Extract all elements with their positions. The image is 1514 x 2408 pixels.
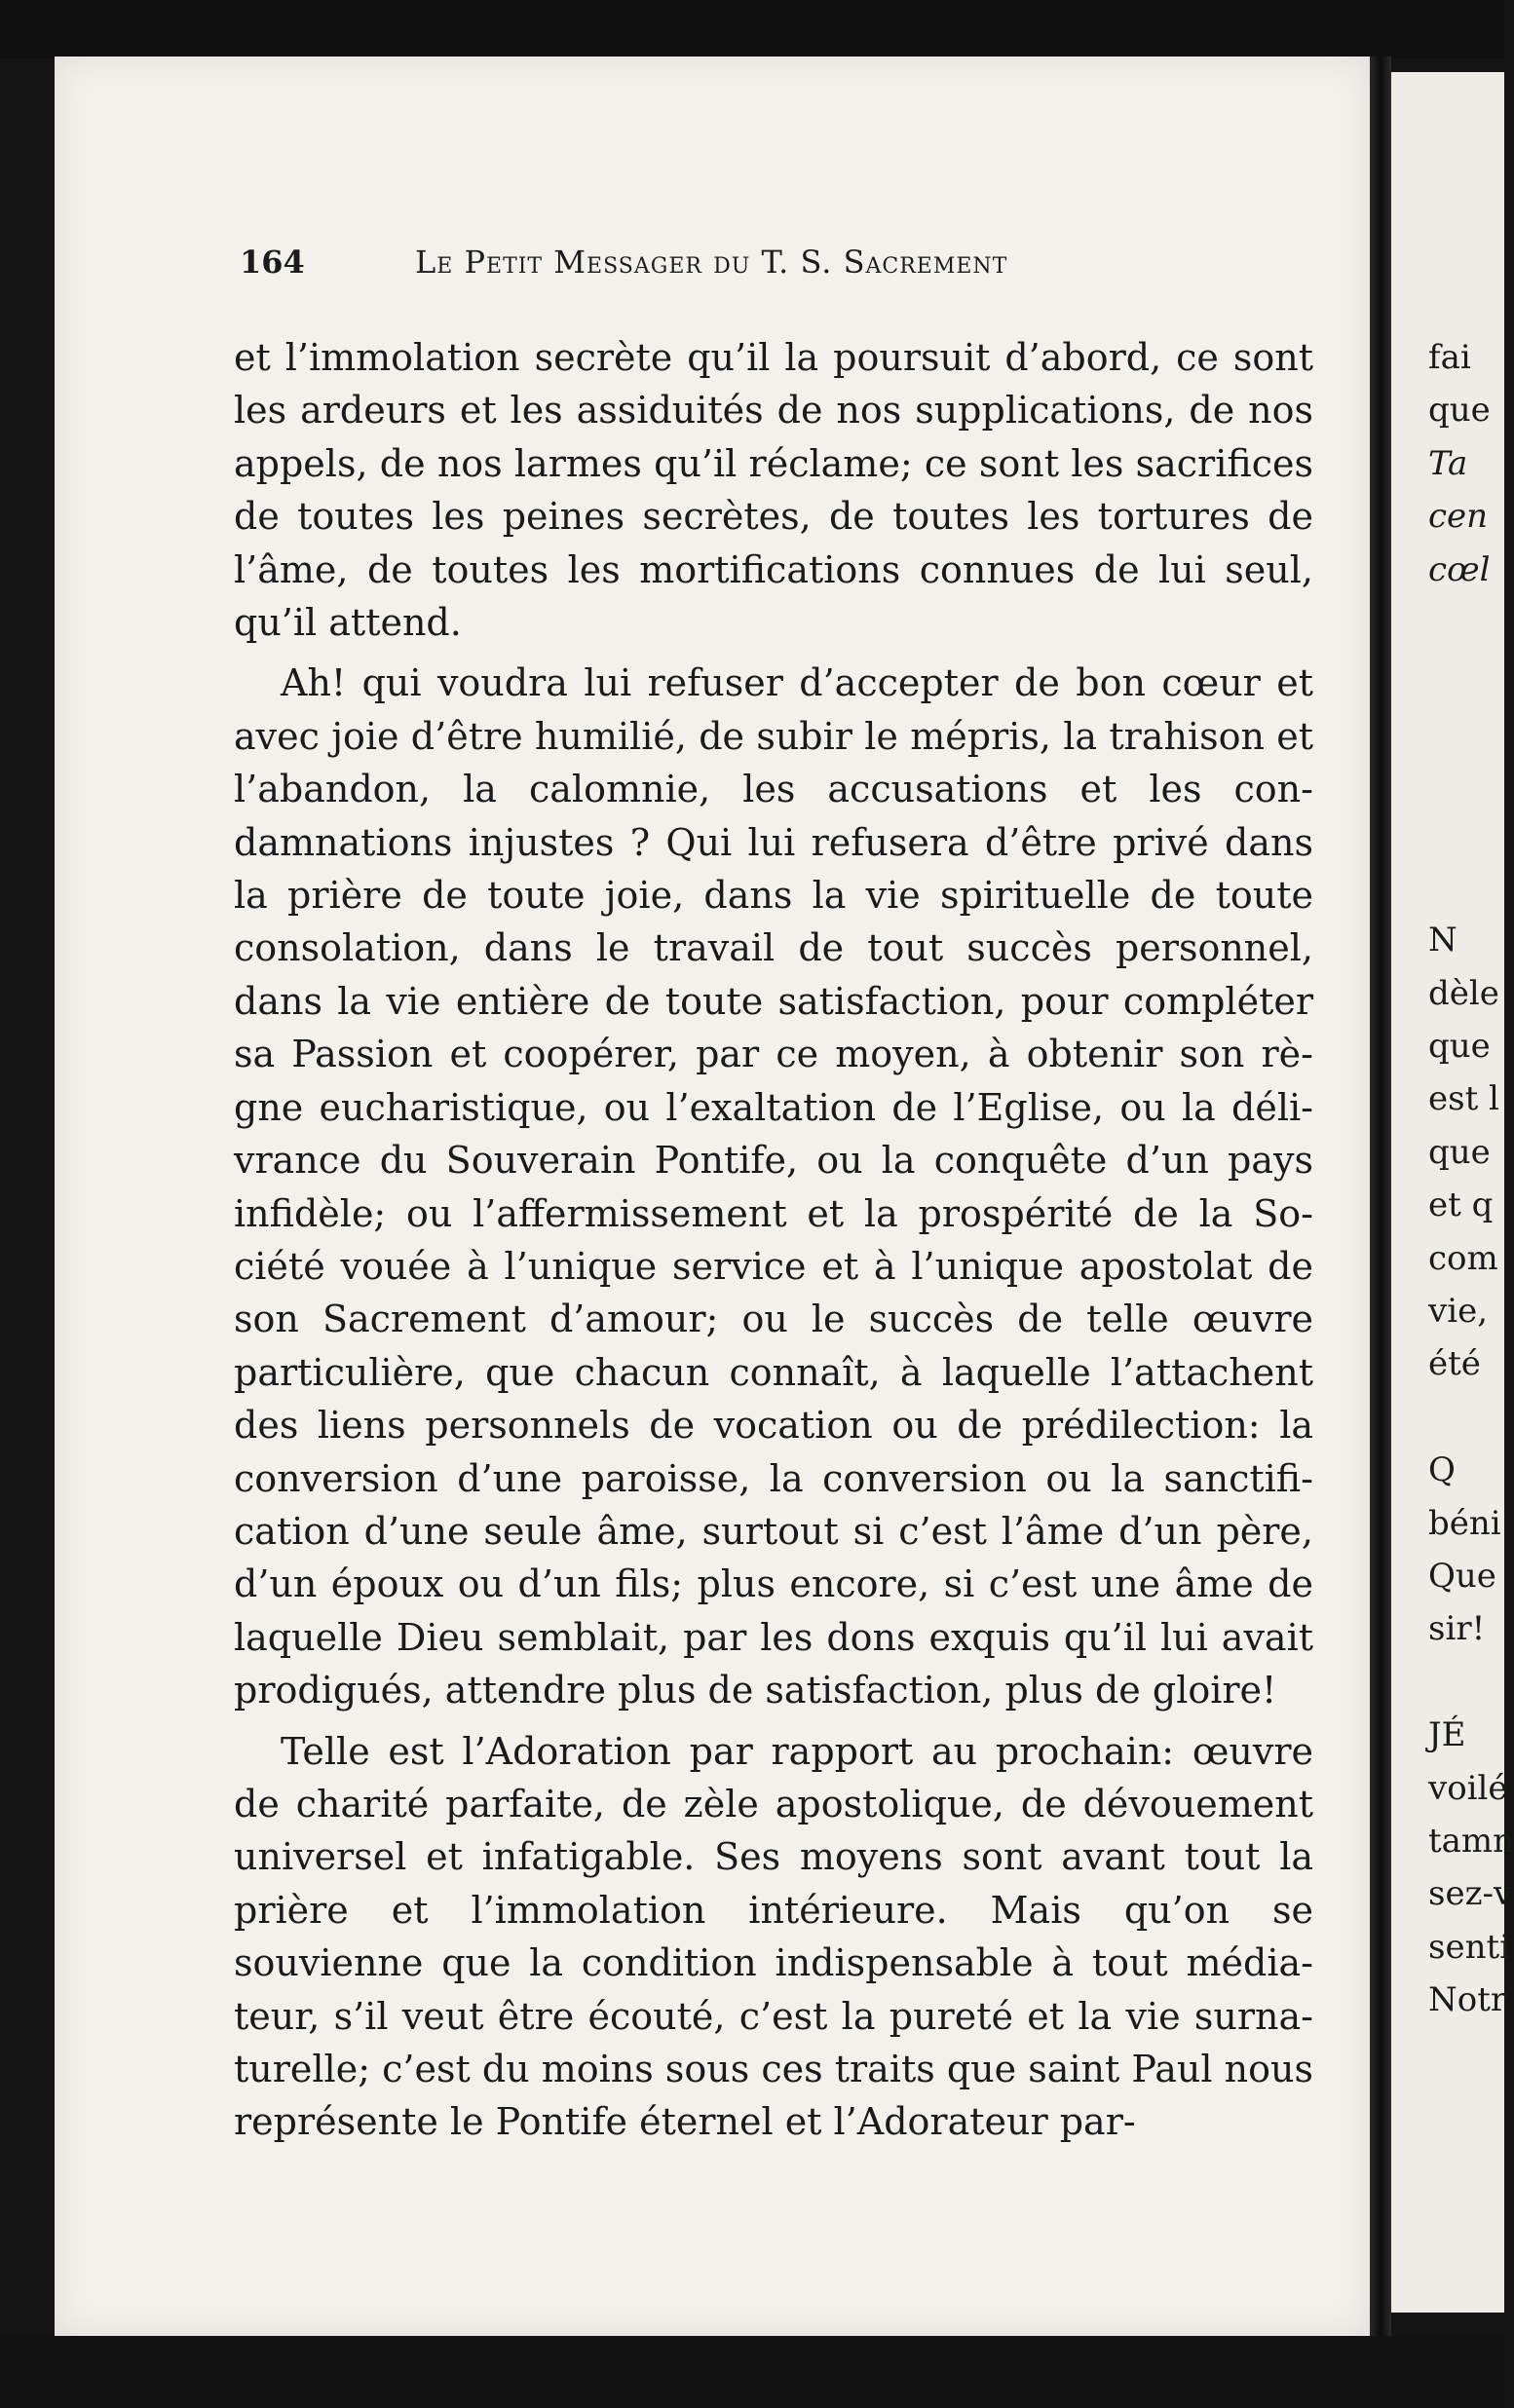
fragment-line: voilé	[1428, 1768, 1508, 1808]
body-text	[234, 331, 1313, 2157]
fragment-line: sir!	[1428, 1609, 1486, 1649]
fragment-line	[1428, 861, 1504, 914]
fragment-line: tamn	[1428, 1821, 1514, 1861]
paragraph: Ah! qui voudra lui refuser d’accepter de bon cœur et avec joie d’être humilié, de subir le mépris, la trahison et l’abandon, la calomnie, les accusations et les condamnations injustes ? Qui lui refusera d’être privé dans la prière de toute joie, dans la vie spirituelle de toute consolation, dans le travail de tout succès personnel, dans la vie entière de toute satisfaction, pour compléter sa Passion et coopérer, par ce moyen, à obtenir son règne eucharistique, ou l’exaltation de l’Eglise, ou la délivrance du Souverain Pontife, ou la conquête d’un pays infidèle; ou l’affermissement et la prospérité de la Société vouée à l’unique service et à l’unique apostolat de son Sacrement d’amour; ou le succès de telle œuvre particulière, que chacun connaît, à laquelle l’attachent des liens personnels de vocation ou de prédilection: la conversion d’une paroisse, la conversion ou la sanctification d’une seule âme, surtout si c’est l’âme d’un père, d’un époux ou d’un fils; plus encore, si c’est une âme de laquelle Dieu semblait, par les dons exquis qu’il lui avait prodigués, attendre plus de satisfaction, plus de gloire!	[234, 661, 1313, 1712]
fragment-line: senti	[1428, 1927, 1511, 1967]
fragment-line: vie,	[1428, 1292, 1489, 1332]
fragment-line: cœl	[1428, 549, 1491, 589]
scan-border-bottom	[0, 2336, 1504, 2408]
fragment-line	[1428, 649, 1504, 701]
fragment-line: cen	[1428, 497, 1489, 537]
fragment-line	[1428, 596, 1504, 649]
fragment-line: et q	[1428, 1185, 1494, 1225]
scan-border-top	[0, 0, 1504, 58]
fragment-line: N	[1428, 921, 1457, 960]
page-number: 164	[240, 244, 305, 281]
fragment-line: dèle	[1428, 973, 1499, 1013]
fragment-line	[1428, 1656, 1504, 1709]
running-header	[240, 244, 1331, 292]
fragment-line: fai	[1428, 338, 1471, 377]
facing-page-fragments	[1428, 331, 1514, 2027]
fragment-line: que	[1428, 391, 1491, 431]
fragment-line	[1428, 702, 1504, 755]
fragment-line: JÉ	[1428, 1715, 1466, 1755]
fragment-line: été	[1428, 1344, 1481, 1384]
fragment-line: est l	[1428, 1079, 1499, 1119]
fragment-line	[1428, 755, 1504, 808]
fragment-line: béni	[1428, 1503, 1501, 1543]
paragraph: Telle est l’Adoration par rapport au prochain: œuvre de charité parfaite, de zèle apostolique, de dévouement universel et infatigable. Ses moyens sont avant tout la prière et l’immolation intérieure. Mais qu’on se souvienne que la condition indispensable à tout médiateur, s’il veut être écouté, c’est la pureté et la vie surnaturelle; c’est du moins sous ces traits que saint Paul nous représente le Pontife éternel et l’Adorateur par-	[234, 1729, 1313, 2144]
fragment-line: que	[1428, 1027, 1491, 1067]
running-title: Le Petit Messager du T. S. Sacrement	[415, 244, 1008, 281]
fragment-line: Q	[1428, 1450, 1456, 1490]
fragment-line: com	[1428, 1238, 1498, 1278]
book-gutter	[1370, 56, 1391, 2336]
fragment-line: Notr	[1428, 1980, 1507, 2020]
fragment-line	[1428, 1391, 1504, 1444]
fragment-line: sez-v	[1428, 1874, 1513, 1914]
fragment-line	[1428, 809, 1504, 861]
fragment-line: Ta	[1428, 443, 1468, 483]
fragment-line: Que	[1428, 1556, 1496, 1596]
fragment-line: que	[1428, 1132, 1491, 1172]
paragraph: et l’immolation secrète qu’il la poursuit d’abord, ce sont les ardeurs et les assiduités de nos supplications, de nos appels, de nos larmes qu’il réclame; ce sont les sacrifices de toutes les peines secrètes, de toutes les tortures de l’âme, de toutes les mortifications connues de lui seul, qu’il attend.	[234, 336, 1313, 645]
